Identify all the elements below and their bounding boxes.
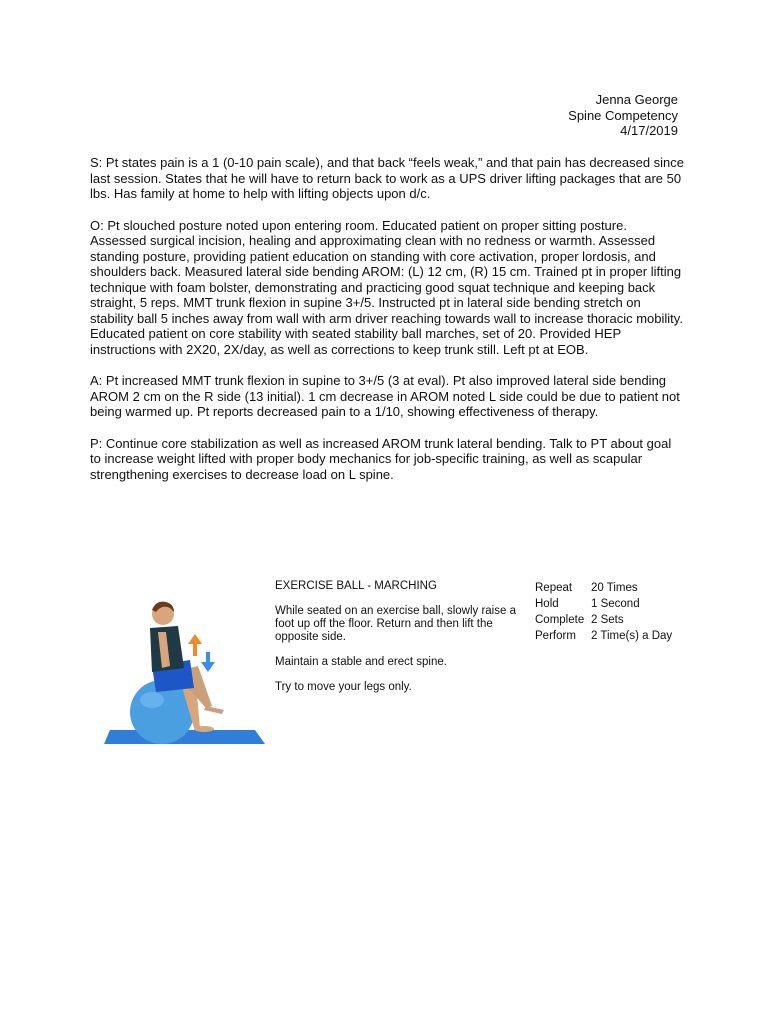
arrow-down-icon <box>201 652 215 672</box>
param-row-complete <box>535 612 672 628</box>
param-value: 1 Second <box>591 598 640 610</box>
param-value: 2 Time(s) a Day <box>591 630 673 642</box>
exercise-ball-marching-figure <box>100 588 270 750</box>
exercise-instruction-3: Try to move your legs only. <box>275 681 412 693</box>
param-label: Hold <box>535 598 559 610</box>
param-value: 2 Sets <box>591 614 624 626</box>
document-date: 4/17/2019 <box>620 123 678 138</box>
exercise-instruction-2: Maintain a stable and erect spine. <box>275 656 447 668</box>
param-label: Perform <box>535 630 576 642</box>
exercise-illustration <box>100 588 270 750</box>
exercise-parameters <box>535 580 672 644</box>
arrow-up-icon <box>188 634 202 656</box>
param-row-hold <box>535 596 672 612</box>
subjective-section: S: Pt states pain is a 1 (0-10 pain scale), and that back “feels weak,” and that pain has decreased since last session. States that he will have to return back to work as a UPS driver lifting packages that are 50 lbs. Has family at home to help with lifting objects upon d/c. <box>90 155 685 201</box>
plan-section: P: Continue core stabilization as well as increased AROM trunk lateral bending. Talk to PT about goal to increase weight lifted with proper body mechanics for job-specific training, as well as scapular strengthening exercises to decrease load on L spine. <box>90 435 672 482</box>
exercise-description <box>275 580 520 706</box>
course-title: Spine Competency <box>568 107 678 123</box>
exercise-instruction-1: While seated on an exercise ball, slowly raise a foot up off the floor. Return and then lift the opposite side. <box>275 605 516 643</box>
param-row-repeat <box>535 580 672 596</box>
exercise-title: EXERCISE BALL - MARCHING <box>275 580 437 592</box>
soap-note <box>90 155 684 498</box>
param-row-perform <box>535 628 672 644</box>
document-header <box>568 92 678 139</box>
author-name: Jenna George <box>595 92 678 107</box>
param-value: 20 Times <box>591 582 638 594</box>
param-label: Repeat <box>535 582 573 594</box>
assessment-section: A: Pt increased MMT trunk flexion in supine to 3+/5 (3 at eval). Pt also improved lateral side bending AROM 2 cm on the R side (13 initial). 1 cm decrease in AROM noted L side could be due to patient not being warmed up. Pt reports decreased pain to a 1/10, showing effectiveness of therapy. <box>90 373 680 419</box>
objective-section: O: Pt slouched posture noted upon entering room. Educated patient on proper sitting posture. Assessed surgical incision, healing and approximating clean with no redness or warmth. Assessed standing posture, providing patient education on standing with core activation, proper lordosis, and shoulders back. Measured lateral side bending AROM: (L) 12 cm, (R) 15 cm. Trained pt in proper lifting technique with foam bolster, demonstrating and practicing good squat technique and keeping back straight, 5 reps. MMT trunk flexion in supine 3+/5. Instructed pt in lateral side bending stretch on stability ball 5 inches away from wall with arm driver reaching towards wall to increase thoracic mobility. Educated patient on core stability with seated stability ball marches, set of 20. Provided HEP instructions with 2X20, 2X/day, as well as corrections to keep trunk still. Left pt at EOB. <box>90 217 683 357</box>
param-label: Complete <box>535 614 585 626</box>
